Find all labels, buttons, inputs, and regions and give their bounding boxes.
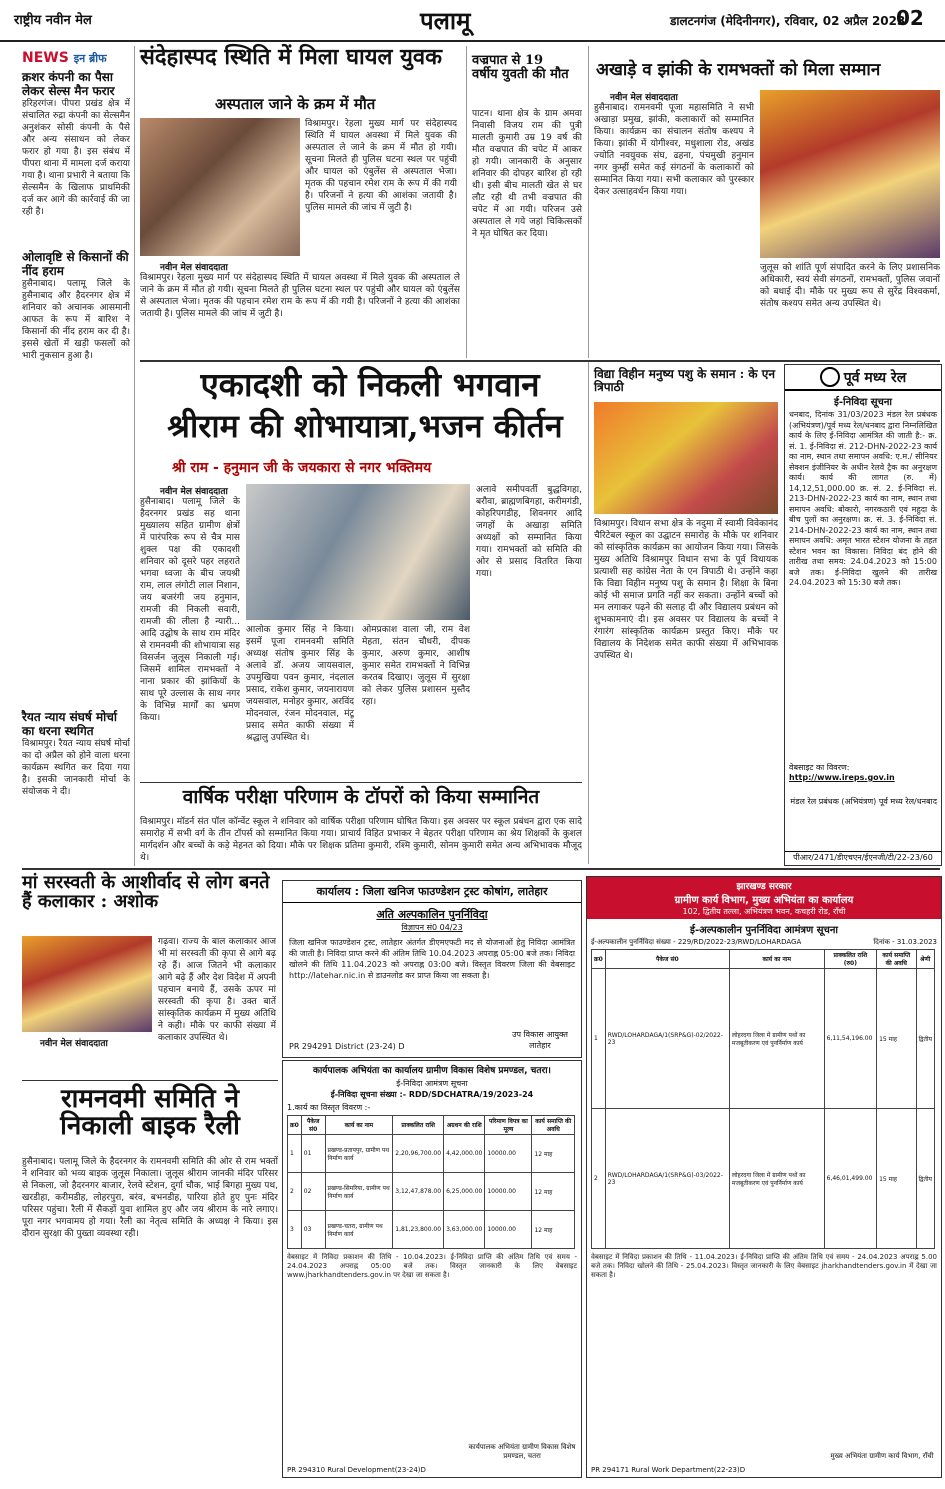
news-brief xyxy=(22,50,130,500)
brand-name: राष्ट्रीय नवीन मेल xyxy=(14,13,92,28)
table-cell: 02 xyxy=(301,1173,325,1211)
table-cell: द्वितीय xyxy=(916,1109,935,1249)
brief-item-title: रैयत न्याय संघर्ष मोर्चा का धरना स्थगित xyxy=(22,710,117,738)
table-cell: 10000.00 xyxy=(485,1135,532,1173)
table-cell: 3,63,000.00 xyxy=(444,1211,485,1249)
railway-ad-header xyxy=(785,365,941,391)
girl-text: पाटन। थाना क्षेत्र के ग्राम अमवा निवासी विजय राम की पुत्री मालती कुमारी उम्र 19 वर्ष की मौत वज्रपात की चपेट में आकर हो गयी। जानकारी के अनुसार शनिवार की दोपहर बारिश हो रही थी। इसी बीच मालती खेत से घर लौट रही थी तभी वज्रपात की चपेट में आ गयी। परिजन उसे अस्पताल ले गये जहां चिकित्सकों ने मृत घोषित कर दिया। xyxy=(472,109,582,239)
table-header-cell: पैकेज सं0 xyxy=(605,950,729,969)
brief-item-title: ओलावृष्टि से किसानों की नींद हराम xyxy=(22,250,129,278)
table-row xyxy=(288,1135,575,1173)
table-cell: 2 xyxy=(288,1173,302,1211)
mineral-ad-signature: उप विकास आयुक्त लातेहार xyxy=(512,1030,568,1050)
ranchi-tender-table xyxy=(591,949,935,1249)
ekadashi-photo xyxy=(246,484,470,620)
table-cell: RWD/LOHARDAGA/1(SRP&G)-03/2022-23 xyxy=(605,1109,729,1249)
table-cell: 10000.00 xyxy=(485,1211,532,1249)
table-cell: प्रखण्ड-सिमरिया, ग्रामीण पथ निर्माण कार्य xyxy=(325,1173,393,1211)
vidya-text: विश्रामपुर। विधान सभा क्षेत्र के नदुमा में स्वामी विवेकानंद चैरिटेबल स्कूल का उद्घाटन समारोह के मौके पर शनिवार को सांस्कृतिक कार्यक्रम का आयोजन किया गया। जिसके मुख्य अतिथि विश्रामपुर विधान सभा के पूर्व विधायक प्रत्याशी सह कांग्रेस नेता के एन त्रिपाठी थे। उन्होंने कहा कि विद्या विहीन मनुष्य पशु के समान है। शिक्षा के बिना कोई भी समाज प्रगति नहीं कर सकता। उन्होंने बच्चों को मन लगाकर पढ़ने की सलाह दी और विद्यालय प्रबंधन को शुभकामनाएं दी। इस अवसर पर विद्यालय के बच्चों ने रंगारंग सांस्कृतिक कार्यक्रम प्रस्तुत किए। मौके पर विद्यालय के निदेशक समेत काफी संख्या में अभिभावक उपस्थित थे। xyxy=(594,519,778,661)
railway-ad-subtitle: ई-निविदा सूचना xyxy=(834,397,892,408)
mineral-ad-notice-no: विज्ञापन सं0 04/23 xyxy=(401,923,463,932)
indian-railways-logo-icon xyxy=(820,367,840,387)
ekadashi-text-3: ओमप्रकाश वाला जी, राम वेश मेहता, संतन चौधरी, दीपक कुमार, अरुण कुमार, आशीष कुमार समेत रामभक्तों ने विभिन्न करतब दिखाए। जुलूस में सुरक्षा को लेकर पुलिस प्रशासन मुस्तैद रहा। xyxy=(362,625,470,707)
table-cell: 2 xyxy=(592,1109,606,1249)
column-divider xyxy=(466,46,467,358)
chatra-ad-subtitle: ई-निविदा आमंत्रण सूचना xyxy=(396,1079,468,1088)
bike-text: हुसैनाबाद। पलामू जिले के हैदरनगर के रामनवमी समिति की ओर से राम भक्तों ने शनिवार को भव्य बाइक जुलूस निकाला। जुलूस श्रीराम जानकी मंदिर परिसर से निकला, जो हैदरनगर बाजार, रेलवे स्टेशन, दुर्गा चौक, भाई बिगहा मुख्य पथ, खरडीहा, करीमडीह, लोहरपुरा, बरंव, बभनडीह, पारिया होते हुए पुनः मंदिर परिसर पहुंचा। रैली में सैकड़ों युवा शामिल हुए और जय श्रीराम के नारे लगाए। पूरा नगर भगवामय हो गया। रैली का नेतृत्व समिति के अध्यक्ष ने किया। इस दौरान सुरक्षा की पुख्ता व्यवस्था रही। xyxy=(22,1157,278,1239)
chatra-ad-signature: कार्यपालक अभियंता ग्रामीण विकास विशेष प्रमण्डल, चतरा xyxy=(468,1443,576,1460)
table-header-cell: कार्य समाप्ति की अवधि xyxy=(532,1116,575,1135)
section-rule xyxy=(140,360,940,362)
railway-website-label: वेबसाइट का विवरण: xyxy=(789,763,850,772)
chatra-tender-ad xyxy=(282,1060,582,1478)
table-row xyxy=(288,1211,575,1249)
ranchi-ad-header xyxy=(587,877,941,919)
ekadashi-subhead: श्री राम - हनुमान जी के जयकारा से नगर भक्तिमय xyxy=(172,460,432,476)
table-cell: 3,12,47,878.00 xyxy=(393,1173,444,1211)
table-cell: 1 xyxy=(288,1135,302,1173)
injured-subhead: अस्पताल जाने के क्रम में मौत xyxy=(215,95,376,113)
section-title: पलामू xyxy=(420,6,471,35)
saraswati-byline: नवीन मेल संवाददाता xyxy=(40,1039,108,1049)
table-header-cell: कार्य का नाम xyxy=(729,950,824,969)
railway-tender-ad xyxy=(784,364,942,866)
table-cell: 01 xyxy=(301,1135,325,1173)
page-number: 02 xyxy=(896,6,924,30)
ranchi-ad-notes: वेबसाइट में निविदा प्रकाशन की तिथि - 11.04.2023। ई-निविदा प्राप्ति की अंतिम तिथि एवं समय - 24.04.2023 अपराह्न 5.00 बजे तक। निविदा खोलने की तिथि - 25.04.2023। विस्तृत जानकारी के लिए वेबसाइट jharkhandtenders.gov.in में देखा जा सकता है। xyxy=(591,1253,937,1279)
table-cell: 15 माह xyxy=(877,969,916,1109)
ekadashi-byline: नवीन मेल संवाददाता xyxy=(160,487,228,497)
railway-website-link[interactable]: http://www.ireps.gov.in xyxy=(789,773,895,782)
girl-headline: वज्रपात से 19 वर्षीय युवती की मौत xyxy=(472,53,569,82)
school-headline: वार्षिक परीक्षा परिणाम के टॉपरों को किया सम्मानित xyxy=(182,786,540,808)
news-brief-lower xyxy=(22,710,130,860)
table-cell: 12 माह xyxy=(532,1211,575,1249)
mineral-ad-pr: PR 294291 District (23-24) D xyxy=(289,1042,405,1051)
ekadashi-headline-2: श्रीराम की शोभायात्रा,भजन कीर्तन xyxy=(167,407,563,445)
saraswati-headline: मां सरस्वती के आशीर्वाद से लोग बनते हैं कलाकार : अशोक xyxy=(22,872,270,912)
table-cell: 10000.00 xyxy=(485,1173,532,1211)
table-cell: लोहरदगा जिला में ग्रामीण पथों का मजबूतीकरण एवं पुनर्निर्माण कार्य xyxy=(729,969,824,1109)
table-cell: 1 xyxy=(592,969,606,1109)
table-header-cell: परिमाण विपत्र का मूल्य xyxy=(485,1116,532,1135)
mineral-ad-text: जिला खनिज फाउण्डेशन ट्रस्ट, लातेहार अंतर्गत डीएमएफटी मद से योजनाओं हेतु निविदा आमंत्रित की जाती है। निविदा प्राप्त करने की अंतिम तिथि 10.04.2023 अपराह्न 05:00 बजे तक। निविदा खोलने की तिथि 11.04.2023 को अपराह्न 03:00 बजे। विस्तृत विवरण जिला की वेबसाइट http://latehar.nic.in से डाउनलोड कर प्राप्त किया जा सकता है। xyxy=(289,938,575,980)
column-divider xyxy=(588,46,589,358)
chatra-ad-pr: PR 294310 Rural Development(23-24)D xyxy=(287,1466,426,1474)
table-cell: प्रखण्ड-प्रतापपुर, ग्रामीण पथ निर्माण कार्य xyxy=(325,1135,393,1173)
chatra-ad-notice: ई-निविदा सूचना संख्या :- RDD/SDCHATRA/19/2023-24 xyxy=(330,1090,534,1099)
table-cell: 03 xyxy=(301,1211,325,1249)
column-divider xyxy=(588,362,589,864)
mineral-ad-office: कार्यालय : जिला खनिज फाउण्डेशन ट्रस्ट कोषांग, लातेहार xyxy=(283,881,581,903)
table-header-cell: कार्य का नाम xyxy=(325,1116,393,1135)
brief-item-text: हरिहरगंज। पीपरा प्रखंड क्षेत्र में संचालित रुद्रा कंपनी का सेल्समैन अनुशंकर सोसी कंपनी के पैसे और अन्य संसाधन को लेकर फरार हो गया है। इस संबंध में पीपरा थाना में मामला दर्ज कराया गया है। थाना प्रभारी ने बताया कि सेल्समैन के खिलाफ प्राथमिकी दर्ज कर आगे की कार्रवाई की जा रही है। xyxy=(22,99,130,217)
table-header-cell: प्राक्कलित राशि (रु0) xyxy=(824,950,876,969)
table-header-cell: पैकेज सं0 xyxy=(301,1116,325,1135)
table-header-row xyxy=(288,1116,575,1135)
chatra-ad-notes: वेबसाइट में निविदा प्रकाशन की तिथि - 10.04.2023। ई-निविदा प्राप्ति की अंतिम तिथि एवं समय - 24.04.2023 अपराह्न 05:00 बजे तक। विस्तृत जानकारी के लिए वेबसाइट www.jharkhandtenders.gov.in पर देखा जा सकता है। xyxy=(287,1253,577,1279)
railway-ad-title: पूर्व मध्य रेल xyxy=(843,369,907,386)
table-cell: द्वितीय xyxy=(916,969,935,1109)
ekadashi-text-2: आलोक कुमार सिंह ने किया। इसमें पूजा रामनवमी समिति अध्यक्ष संतोष कुमार सिंह के अलावे डॉ. अजय जायसवाल, उपमुखिया पवन कुमार, नंदलाल प्रसाद, राकेश कुमार, जयनारायण जयसवाल, मनोहर कुमार, अरविंद मोदनवाल, रंजन मोदनवाल, मंटू प्रसाद समेत काफी संख्या में श्रद्धालु उपस्थित थे। xyxy=(246,625,354,743)
table-header-cell: कार्य समाप्ति की अवधि xyxy=(877,950,916,969)
chatra-tender-table xyxy=(287,1115,575,1249)
mineral-trust-ad xyxy=(282,880,582,1058)
table-header-cell: श्रेणी xyxy=(916,950,935,969)
table-header-cell: क्र0 xyxy=(592,950,606,969)
table-cell: 6,11,54,196.00 xyxy=(824,969,876,1109)
table-cell: 12 माह xyxy=(532,1173,575,1211)
table-cell: 15 माह xyxy=(877,1109,916,1249)
akhara-photo xyxy=(760,90,940,258)
table-cell: RWD/LOHARDAGA/1(SRP&G)-02/2022-23 xyxy=(605,969,729,1109)
injured-photo xyxy=(140,118,300,256)
akhara-caption: जुलूस को शांति पूर्ण संपादित करने के लिए प्रशासनिक अधिकारी, स्वयं सेवी संगठनों, रामभक्तों, पुलिस जवानों को बधाई दी। मौके पर मुख्य रूप से सुरेंद्र विश्वकर्मा, संतोष कश्यप समेत अन्य उपस्थित थे। xyxy=(760,263,940,309)
akhara-byline: नवीन मेल संवाददाता xyxy=(610,93,678,103)
ranchi-ad-pr: PR 294171 Rural Work Department(22-23)D xyxy=(591,1466,746,1474)
ranchi-ad-date: दिनांक - 31.03.2023 xyxy=(873,938,937,946)
section-rule xyxy=(140,782,582,783)
chatra-table-caption: 1.कार्य का विस्तृत विवरण :- xyxy=(287,1103,371,1112)
news-label: NEWS xyxy=(22,50,69,66)
injured-text-col1: विश्रामपुर। रेहला मुख्य मार्ग पर संदेहास्पद स्थिति में घायल अवस्था में मिले युवक की अस्पताल ले जाने के क्रम में मौत हो गयी। सूचना मिलते ही पुलिस घटना स्थल पर पहुंची और घायल को एंबुलेंस से अस्पताल भेजा। मृतक की पहचान रमेश राम के रूप में की गयी है। परिजनों ने हत्या की आशंका जतायी है। पुलिस मामले की जांच में जुटी है। xyxy=(305,119,457,213)
injured-text-col2: विश्रामपुर। रेहला मुख्य मार्ग पर संदेहास्पद स्थिति में घायल अवस्था में मिले युवक की अस्पताल ले जाने के क्रम में मौत हो गयी। सूचना मिलते ही पुलिस घटना स्थल पर पहुंची और घायल को एंबुलेंस से अस्पताल भेजा। मृतक की पहचान रमेश राम के रूप में की गयी है। परिजनों ने हत्या की आशंका जतायी है। पुलिस मामले की जांच में जुटी है। xyxy=(140,273,460,319)
ranchi-ad-title: ई-अल्पकालीन पुनर्निविदा आमंत्रण सूचना xyxy=(690,925,838,936)
table-cell: 2,20,96,700.00 xyxy=(393,1135,444,1173)
table-cell: 1,81,23,800.00 xyxy=(393,1211,444,1249)
table-cell: 6,46,01,499.00 xyxy=(824,1109,876,1249)
brief-item-title: क्रशर कंपनी का पैसा लेकर सेल्स मैन फरार xyxy=(22,70,115,98)
table-row xyxy=(288,1173,575,1211)
bike-headline: रामनवमी समिति ने निकाली बाइक रैली xyxy=(60,1084,240,1142)
ranchi-ad-notice: ई-अल्पकालीन पुनर्निविदा संख्या - 229/RD/2022-23/RWD/LOHARDAGA xyxy=(591,938,802,946)
ranchi-ad-signature: मुख्य अभियंता ग्रामीण कार्य विभाग, राँची xyxy=(830,1452,934,1460)
section-rule xyxy=(22,868,940,870)
ekadashi-headline-1: एकादशी को निकली भगवान xyxy=(200,365,540,404)
table-cell: 12 माह xyxy=(532,1135,575,1173)
table-cell: 3 xyxy=(288,1211,302,1249)
chatra-ad-office: कार्यपालक अभियंता का कार्यालय ग्रामीण विकास विशेष प्रमण्डल, चतरा। xyxy=(313,1066,551,1076)
brief-item-text: हुसैनाबाद। पलामू जिले के हुसैनाबाद और हैदरनगर क्षेत्र में शनिवार को अचानक आसमानी आफत के रूप में बारिश ने किसानों की नींद हराम कर दी है। इससे खेतों में खड़ी फसलों को भारी नुकसान हुआ है। xyxy=(22,279,130,361)
ranchi-ad-address: 102, द्वितीय तल्ला, अभियंत्रण भवन, कचहरी रोड, राँची xyxy=(682,907,846,916)
table-header-cell: क्र0 xyxy=(288,1116,302,1135)
injured-headline: संदेहास्पद स्थिति में मिला घायल युवक xyxy=(140,44,442,70)
table-row xyxy=(592,969,935,1109)
dateline: डालटनगंज (मेदिनीनगर), रविवार, 02 अप्रैल 2023 xyxy=(670,14,906,28)
section-rule xyxy=(22,1080,278,1081)
ranchi-tender-ad xyxy=(586,876,942,1478)
table-row xyxy=(592,1109,935,1249)
mineral-ad-title: अति अल्पकालिन पुनर्निविदा xyxy=(376,908,488,921)
saraswati-photo xyxy=(22,936,152,1032)
masthead xyxy=(0,0,945,42)
vidya-headline: विद्या विहीन मनुष्य पशु के समान : के एन त्रिपाठी xyxy=(594,367,776,394)
railway-ad-text: धनबाद, दिनांक 31/03/2023 मंडल रेल प्रबंधक (अभियंत्रण)/पूर्व मध्य रेल/धनबाद द्वारा निम्नलिखित कार्य के लिए ई-निविदा आमंत्रित की जाती है:- क्र. सं. 1. ई-निविदा सं. 212-DHN-2022-23 कार्य का नाम, स्थान तथा समापन अवधि: ए.म./ सीनियर सेक्शन इंजीनियर के अधीन रेलवे ट्रैक का अनुरक्षण कार्य। कार्य की लागत (रु. में) 14,12,51,000.00 क्र. सं. 2. ई-निविदा सं. 213-DHN-2022-23 कार्य का नाम, स्थान तथा समापन अवधि: बोकारो, नगरकठारी एवं महुदा के बीच पुलों का अनुरक्षण। क्र. सं. 3. ई-निविदा सं. 214-DHN-2022-23 कार्य का नाम, स्थान तथा समापन अवधि: अमृत भारत स्टेशन योजना के तहत स्टेशन भवन का विकास। निविदा बंद होने की तारीख तथा समय: 24.04.2023 को 15:00 बजे तक। ई-निविदा खुलने की तारीख 24.04.2023 को 15:30 बजे तक। xyxy=(789,410,937,587)
akhara-headline: अखाड़े व झांकी के रामभक्तों को मिला सम्मान xyxy=(596,60,881,80)
brief-label: इन ब्रीफ xyxy=(73,52,107,65)
ranchi-ad-state: झारखण्ड सरकार xyxy=(736,882,792,892)
table-header-row xyxy=(592,950,935,969)
railway-ad-signature: मंडल रेल प्रबंधक (अभियंत्रण) पूर्व मध्य रेल/धनबाद xyxy=(790,797,937,806)
saraswati-text: गढ़वा। राज्य के बाल कलाकार आज भी मां सरस्वती की कृपा से आगे बढ़ रहे हैं। आज जितने भी कलाकार आगे बढ़े हैं और देश विदेश में अपनी पहचान बनाये हैं, उसके ऊपर मां सरस्वती की कृपा है। उक्त बातें सांस्कृतिक कार्यक्रम में मुख्य अतिथि ने कही। मौके पर काफी संख्या में कलाकार उपस्थित थे। xyxy=(158,937,276,1043)
table-cell: लोहरदगा जिला में ग्रामीण पथों का मजबूतीकरण एवं पुनर्निर्माण कार्य xyxy=(729,1109,824,1249)
table-cell: 6,25,000.00 xyxy=(444,1173,485,1211)
railway-ad-footer: पीआर/2471/डीएचएन/ईएनजी/टी/22-23/60 xyxy=(785,851,941,863)
brief-item-text: विश्रामपुर। रैयत न्याय संघर्ष मोर्चा का दो अप्रैल को होने वाला धरना कार्यक्रम स्थगित कर दिया गया है। इसकी जानकारी मोर्चा के संयोजक ने दी। xyxy=(22,739,130,797)
akhara-text: हुसैनाबाद। रामनवमी पूजा महासमिति ने सभी अखाड़ा प्रमुख, झांकी, कलाकारों को सम्मानित किया। कार्यक्रम का संचालन संतोष कश्यप ने किया। झांकी में योगीश्वर, मधुशाला रोड, अखंड ज्योति नवयुवक संघ, ढहना, पंचमुखी हनुमान नगर कुम्हीं समेत कई संगठनों के कलाकारों को सम्मानित किया गया। सभी कलाकार को पुरस्कार देकर उत्साहवर्धन किया गया। xyxy=(594,103,754,197)
school-text: विश्रामपुर। मॉडर्न संत पॉल कॉन्वेंट स्कूल ने शनिवार को वार्षिक परीक्षा परिणाम घोषित किया। इस अवसर पर स्कूल प्रबंधन द्वारा एक सादे समारोह में सभी वर्ग के तीन टॉपर्स को सम्मानित किया गया। प्राचार्य विहित प्रभाकर ने बेहतर परीक्षा परिणाम का श्रेय शिक्षकों के कुशल मार्गदर्शन और बच्चों के कड़े मेहनत को दिया। मौके पर शिक्षक प्रतिमा कुमारी, रश्मि कुमारी, सोनम कुमारी समेत अन्य अभिभावक मौजूद थे। xyxy=(140,817,582,863)
ranchi-ad-office: ग्रामीण कार्य विभाग, मुख्य अभियंता का कार्यालय xyxy=(674,895,854,906)
ekadashi-text: हुसैनाबाद। पलामू जिले के हैदरनगर प्रखंड सह थाना मुख्यालय सहित ग्रामीण क्षेत्रों में पारंपरिक रूप से चैत्र मास शुक्ल पक्ष की एकादशी शनिवार को दूसरे पहर लहराते भगवा ध्वजा के बीच जयश्री राम, लाल लंगोटी लाल निशान, जय बजरंगी जय हनुमान, रामजी की निकली सवारी, रामजी की लीला है न्यारी... आदि उद्घोष के साथ राम मंदिर से रामनवमी की शोभायात्रा सह विसर्जन जुलूस निकाली गई। जिसमें शामिल रामभक्तों ने नाना प्रकार की झांकियों के साथ पूरे उल्लास के साथ नगर के विभिन्न मार्गों का भ्रमण किया। xyxy=(140,497,240,723)
ekadashi-text-4: अलावे समीपवर्ती बुद्धविगहा, बरौवा, ब्राह्मणबिगहा, करीमगंडी, कोहरिपगडीह, शिवनगर आदि जगहों के अखाड़ा समिति अध्यक्षों को सम्मानित किया गया। रामभक्तों को समिति की ओर से प्रसाद वितरित किया गया। xyxy=(476,485,582,579)
table-header-cell: प्राक्कलित राशि xyxy=(393,1116,444,1135)
table-header-cell: अग्रधन की राशि xyxy=(444,1116,485,1135)
column-divider xyxy=(134,46,135,866)
vidya-photo xyxy=(594,402,778,514)
injured-byline: नवीन मेल संवाददाता xyxy=(160,263,228,273)
table-cell: 4,42,000.00 xyxy=(444,1135,485,1173)
table-cell: प्रखण्ड-चतरा, ग्रामीण पथ निर्माण कार्य xyxy=(325,1211,393,1249)
